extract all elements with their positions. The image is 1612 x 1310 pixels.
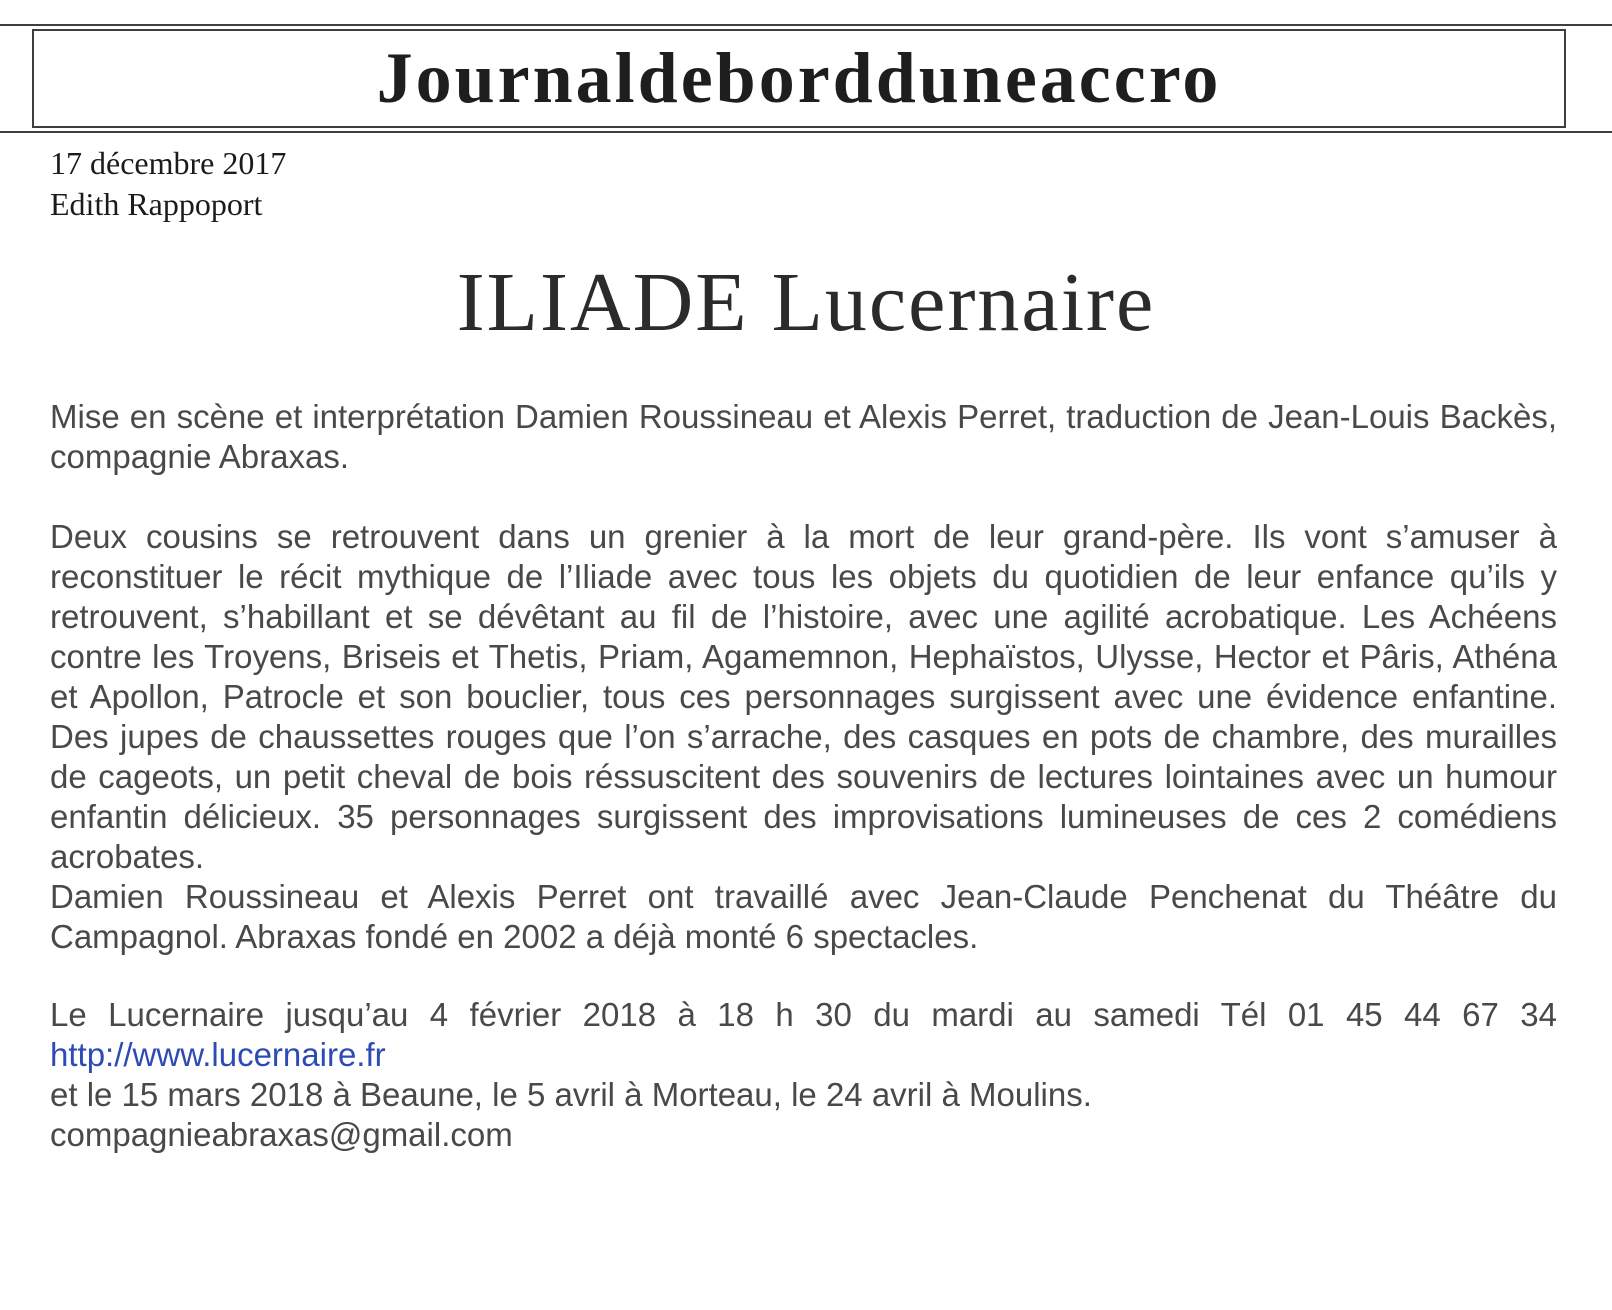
credits-paragraph: Mise en scène et interprétation Damien Roussineau et Alexis Perret, traduction de Jean-Louis Backès, compagnie Abraxas. (50, 398, 1557, 475)
article-title: ILIADE Lucernaire (456, 256, 1156, 349)
masthead-box (32, 29, 1566, 128)
lucernaire-website-link[interactable]: http://www.lucernaire.fr (50, 1036, 386, 1073)
blog-page (0, 24, 1612, 1155)
masthead-banner (0, 24, 1612, 133)
tour-dates-text: et le 15 mars 2018 à Beaune, le 5 avril à Morteau, le 24 avril à Moulins. (50, 1076, 1092, 1113)
contact-email-text: compagnieabraxas@gmail.com (50, 1116, 513, 1153)
post-meta (50, 143, 1557, 225)
post-date: 17 décembre 2017 (50, 145, 287, 181)
synopsis-paragraph: Deux cousins se retrouvent dans un grenier à la mort de leur grand-père. Ils vont s’amuser à reconstituer le récit mythique de l’Iliade avec tous les objets du quotidien de leur enfance qu’ils y retrouvent, s’habillant et se dévêtant au fil de l’histoire, avec une agilité acrobatique. Les Achéens contre les Troyens, Briseis et Thetis, Priam, Agamemnon, Hephaïstos, Ulysse, Hector et Pâris, Athéna et Apollon, Patrocle et son bouclier, tous ces personnages surgissent avec une évidence enfantine. Des jupes de chaussettes rouges que l’on s’arrache, des casques en pots de chambre, des murailles de cageots, un petit cheval de bois réssuscitent des souvenirs de lectures lointaines avec un humour enfantin délicieux. 35 personnages surgissent des improvisations lumineuses de ces 2 comédiens acrobates. (50, 518, 1557, 875)
company-note-paragraph: Damien Roussineau et Alexis Perret ont travaillé avec Jean-Claude Penchenat du Théâtre du Campagnol. Abraxas fondé en 2002 a déjà monté 6 spectacles. (50, 878, 1557, 955)
post-author: Edith Rappoport (50, 186, 263, 222)
article-body (0, 256, 1612, 1155)
practical-info-paragraph (50, 995, 1557, 1155)
blog-title[interactable]: Journaldebordduneaccro (376, 38, 1222, 118)
venue-schedule-text: Le Lucernaire jusqu’au 4 février 2018 à 18 h 30 du mardi au samedi Tél 01 45 44 67 34 (50, 996, 1557, 1033)
